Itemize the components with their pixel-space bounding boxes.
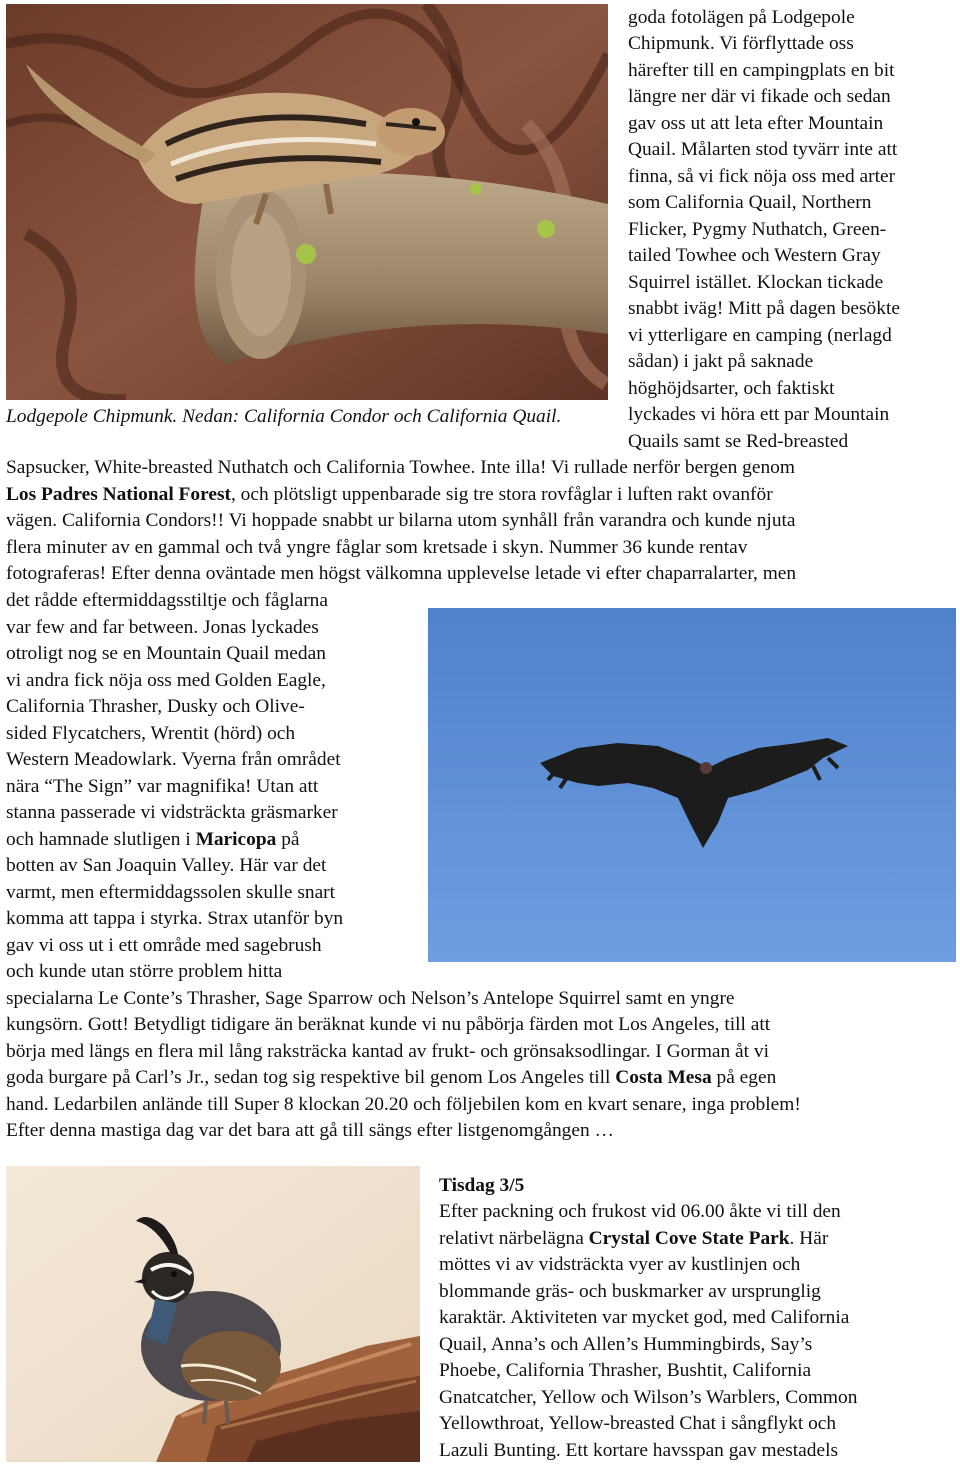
text-line: lyckades vi höra ett par Mountain bbox=[628, 404, 890, 425]
text-line: snabbt iväg! Mitt på dagen besökte bbox=[628, 298, 900, 319]
text-line: Sapsucker, White-breasted Nuthatch och California Towhee. Inte illa! Vi rullade nerför bergen genom bbox=[6, 457, 795, 478]
text-line: tailed Towhee och Western Gray bbox=[628, 245, 881, 266]
text-line: Lazuli Bunting. Ett kortare havsspan gav mestadels bbox=[439, 1440, 839, 1461]
text-line: flera minuter av en gammal och två yngre fåglar som kretsade i skyn. Nummer 36 kunde rentav bbox=[6, 537, 748, 558]
text-line: botten av San Joaquin Valley. Här var det bbox=[6, 855, 327, 876]
text-line: vi ytterligare en camping (nerlagd bbox=[628, 325, 892, 346]
text-line: höghöjdsarter, och faktiskt bbox=[628, 378, 835, 399]
text-line: specialarna Le Conte’s Thrasher, Sage Sparrow och Nelson’s Antelope Squirrel samt en yngre bbox=[6, 988, 735, 1009]
text-line: otroligt nog se en Mountain Quail medan bbox=[6, 643, 326, 664]
place-name: Maricopa bbox=[195, 829, 277, 850]
place-name: Costa Mesa bbox=[615, 1067, 712, 1088]
text-line: Quail, Anna’s och Allen’s Hummingbirds, Say’s bbox=[439, 1334, 813, 1355]
text-line: längre ner där vi fikade och sedan bbox=[628, 86, 891, 107]
text-line: och hamnade slutligen i Maricopa på bbox=[6, 829, 300, 850]
text-line: Flicker, Pygmy Nuthatch, Green- bbox=[628, 219, 887, 240]
day-heading: Tisdag 3/5 bbox=[439, 1175, 525, 1196]
text-line: stanna passerade vi vidsträckta gräsmarker bbox=[6, 802, 338, 823]
text-line: Western Meadowlark. Vyerna från området bbox=[6, 749, 341, 770]
photo-caption: Lodgepole Chipmunk. Nedan: California Condor och California Quail. bbox=[6, 406, 562, 427]
text-line: varmt, men eftermiddagssolen skulle snart bbox=[6, 882, 336, 903]
text-line: Phoebe, California Thrasher, Bushtit, California bbox=[439, 1360, 812, 1381]
text-line: goda fotolägen på Lodgepole bbox=[628, 7, 855, 28]
text-line: Yellowthroat, Yellow-breasted Chat i sångflykt och bbox=[439, 1413, 837, 1434]
text-line: börja med längs en flera mil lång raksträcka kantad av frukt- och grönsaksodlingar. I Gorman åt vi bbox=[6, 1041, 769, 1062]
text-line: relativt närbelägna Crystal Cove State Park. Här bbox=[439, 1228, 829, 1249]
text-line: Quail. Målarten stod tyvärr inte att bbox=[628, 139, 898, 160]
text-line: komma att tappa i styrka. Strax utanför byn bbox=[6, 908, 344, 929]
text-line: sided Flycatchers, Wrentit (hörd) och bbox=[6, 723, 296, 744]
text-line: Chipmunk. Vi förflyttade oss bbox=[628, 33, 854, 54]
text-line: gav oss ut att leta efter Mountain bbox=[628, 113, 884, 134]
text-line: Quails samt se Red-breasted bbox=[628, 431, 849, 452]
text-line: Squirrel istället. Klockan tickade bbox=[628, 272, 884, 293]
text-line: och kunde utan större problem hitta bbox=[6, 961, 283, 982]
condor-photo bbox=[428, 608, 956, 962]
chipmunk-photo bbox=[6, 4, 608, 400]
text-line: nära “The Sign” var magnifika! Utan att bbox=[6, 776, 319, 797]
text-line: Efter denna mastiga dag var det bara att gå till sängs efter listgenomgången … bbox=[6, 1120, 614, 1141]
place-name: Crystal Cove State Park bbox=[588, 1228, 790, 1249]
text-line: fotograferas! Efter denna oväntade men högst välkomna upplevelse letade vi efter chaparralarter, men bbox=[6, 563, 797, 584]
text-line: finna, så vi fick nöja oss med arter bbox=[628, 166, 896, 187]
text-line: hand. Ledarbilen anlände till Super 8 klockan 20.20 och följebilen kom en kvart senare, inga problem! bbox=[6, 1094, 801, 1115]
text-line: kungsörn. Gott! Betydligt tidigare än beräknat kunde vi nu påbörja färden mot Los Angeles, till att bbox=[6, 1014, 771, 1035]
place-name: Los Padres National Forest bbox=[6, 484, 231, 505]
text-line: härefter till en campingplats en bit bbox=[628, 60, 895, 81]
text-line: det rådde eftermiddagsstiltje och fåglarna bbox=[6, 590, 328, 611]
text-line: gav vi oss ut i ett område med sagebrush bbox=[6, 935, 322, 956]
text-line: vi andra fick nöja oss med Golden Eagle, bbox=[6, 670, 326, 691]
text-line: blommande gräs- och buskmarker av ursprunglig bbox=[439, 1281, 821, 1302]
text-line: goda burgare på Carl’s Jr., sedan tog sig respektive bil genom Los Angeles till Costa Mesa på egen bbox=[6, 1067, 777, 1088]
text-line: Los Padres National Forest, och plötsligt uppenbarade sig tre stora rovfåglar i luften rakt ovanför bbox=[6, 484, 773, 505]
text-line: möttes vi av vidsträckta vyer av kustlinjen och bbox=[439, 1254, 801, 1275]
text-line: Efter packning och frukost vid 06.00 åkte vi till den bbox=[439, 1201, 841, 1222]
text-line: var few and far between. Jonas lyckades bbox=[6, 617, 319, 638]
text-line: som California Quail, Northern bbox=[628, 192, 872, 213]
text-line: karaktär. Aktiviteten var mycket god, med California bbox=[439, 1307, 850, 1328]
text-line: California Thrasher, Dusky och Olive- bbox=[6, 696, 305, 717]
quail-photo bbox=[6, 1166, 420, 1462]
text-line: vägen. California Condors!! Vi hoppade snabbt ur bilarna utom synhåll från varandra och kunde njuta bbox=[6, 510, 796, 531]
text-line: sådan) i jakt på saknade bbox=[628, 351, 814, 372]
text-line: Gnatcatcher, Yellow och Wilson’s Warblers, Common bbox=[439, 1387, 858, 1408]
